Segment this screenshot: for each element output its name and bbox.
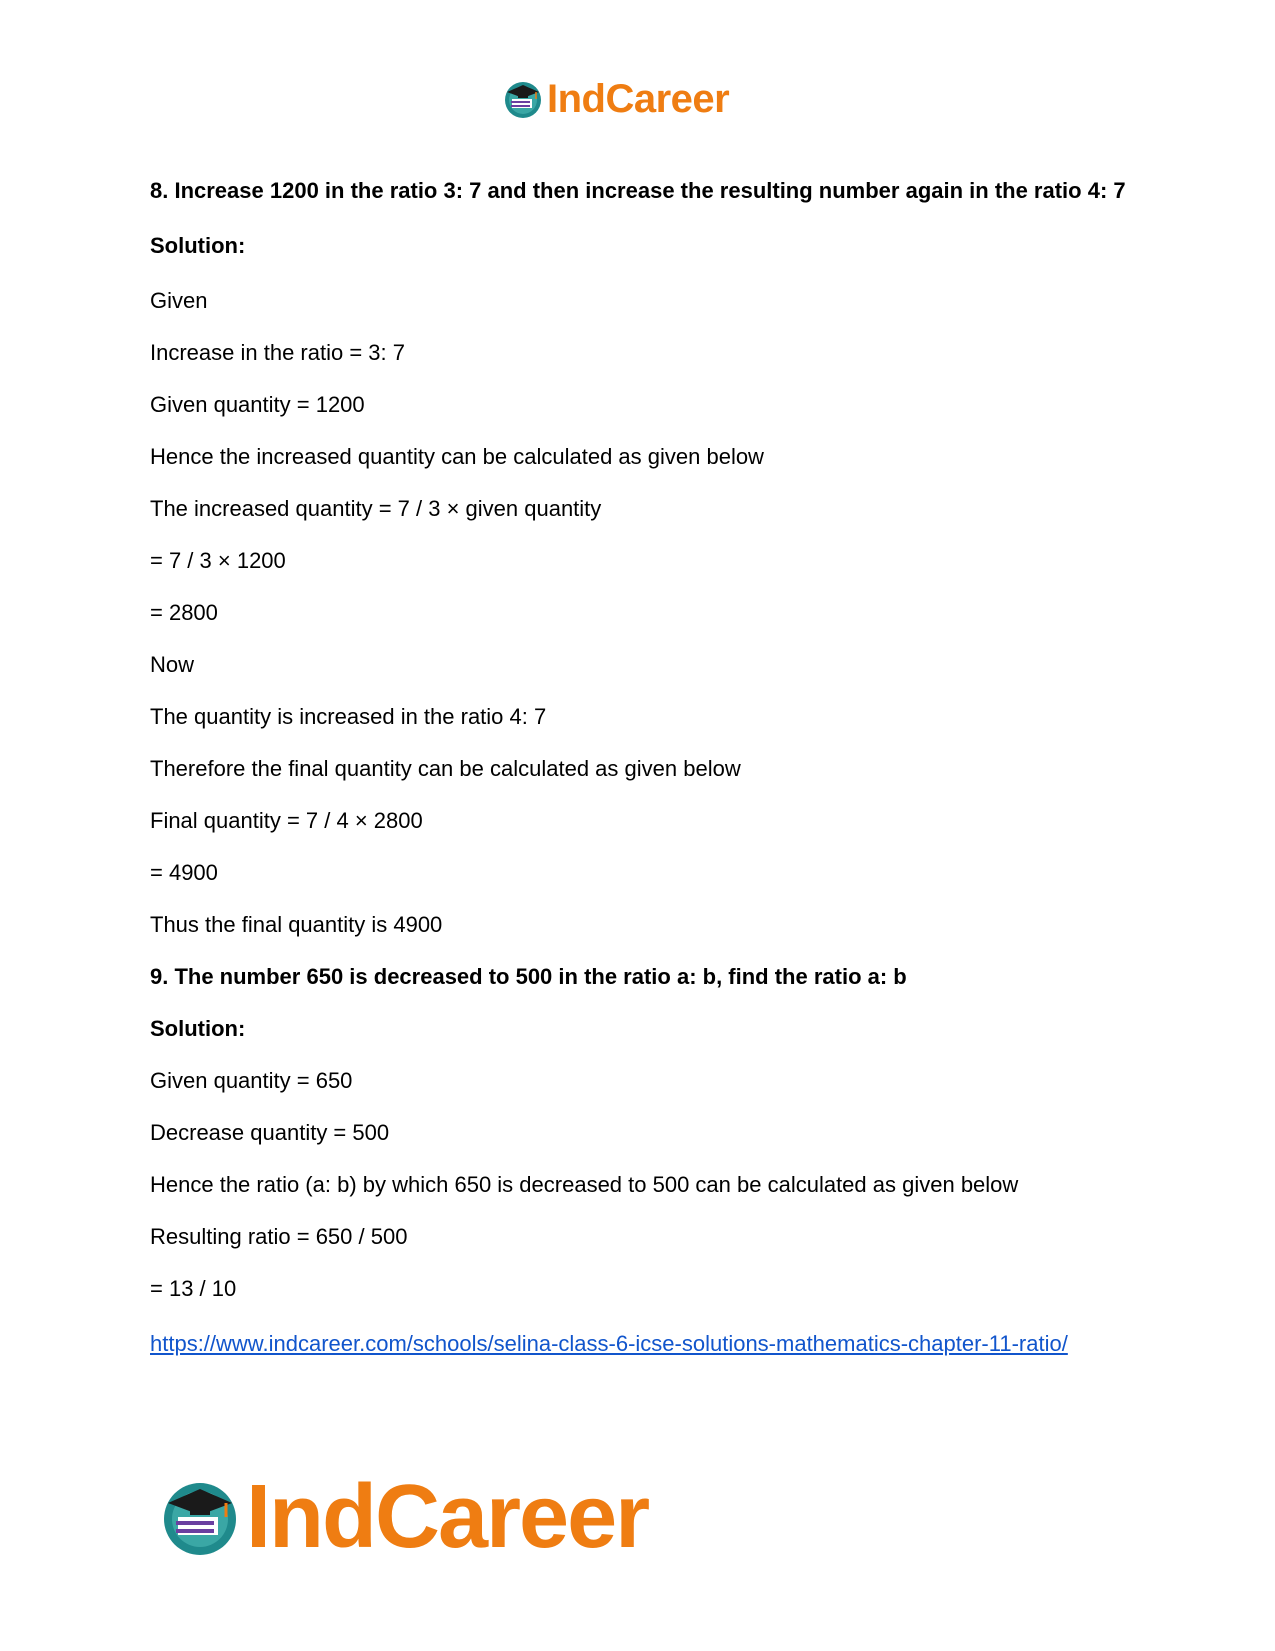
solution-line: = 4900 (150, 860, 218, 885)
question-9-title: 9. The number 650 is decreased to 500 in the ratio a: b, find the ratio a: b (150, 964, 907, 989)
brand-wordmark: IndCareer (547, 77, 730, 121)
header-logo (503, 79, 729, 119)
solution-line: Therefore the final quantity can be calculated as given below (150, 756, 741, 781)
solution-line: = 13 / 10 (150, 1276, 237, 1301)
solution-line: Given quantity = 650 (150, 1068, 353, 1093)
graduation-globe-icon (160, 1477, 240, 1557)
question-8-title: 8. Increase 1200 in the ratio 3: 7 and then increase the resulting number again in the ratio 4: 7 (150, 178, 1126, 203)
footer-logo (160, 1467, 649, 1567)
solution-line: Hence the increased quantity can be calculated as given below (150, 444, 764, 469)
solution-line: Resulting ratio = 650 / 500 (150, 1224, 408, 1249)
question-8-solution-label: Solution: (150, 233, 246, 258)
solution-line: Now (150, 652, 195, 677)
solution-line: Given quantity = 1200 (150, 392, 365, 417)
question-9-solution-label: Solution: (150, 1016, 246, 1041)
graduation-globe-icon (503, 79, 543, 119)
solution-line: Given (150, 288, 208, 313)
solution-line: = 7 / 3 × 1200 (150, 548, 286, 573)
source-link[interactable]: https://www.indcareer.com/schools/selina-class-6-icse-solutions-mathematics-chapter-11-ratio/ (150, 1331, 1068, 1356)
solution-line: Increase in the ratio = 3: 7 (150, 340, 405, 365)
brand-wordmark: IndCareer (246, 1467, 649, 1567)
solution-line: Decrease quantity = 500 (150, 1120, 390, 1145)
solution-line: = 2800 (150, 600, 218, 625)
solution-line: Final quantity = 7 / 4 × 2800 (150, 808, 423, 833)
solution-line: Hence the ratio (a: b) by which 650 is decreased to 500 can be calculated as given below (150, 1172, 1019, 1197)
solution-line: Thus the final quantity is 4900 (150, 912, 443, 937)
solution-line: The increased quantity = 7 / 3 × given quantity (150, 496, 602, 521)
document-body (150, 176, 1140, 1358)
solution-line: The quantity is increased in the ratio 4: 7 (150, 704, 547, 729)
